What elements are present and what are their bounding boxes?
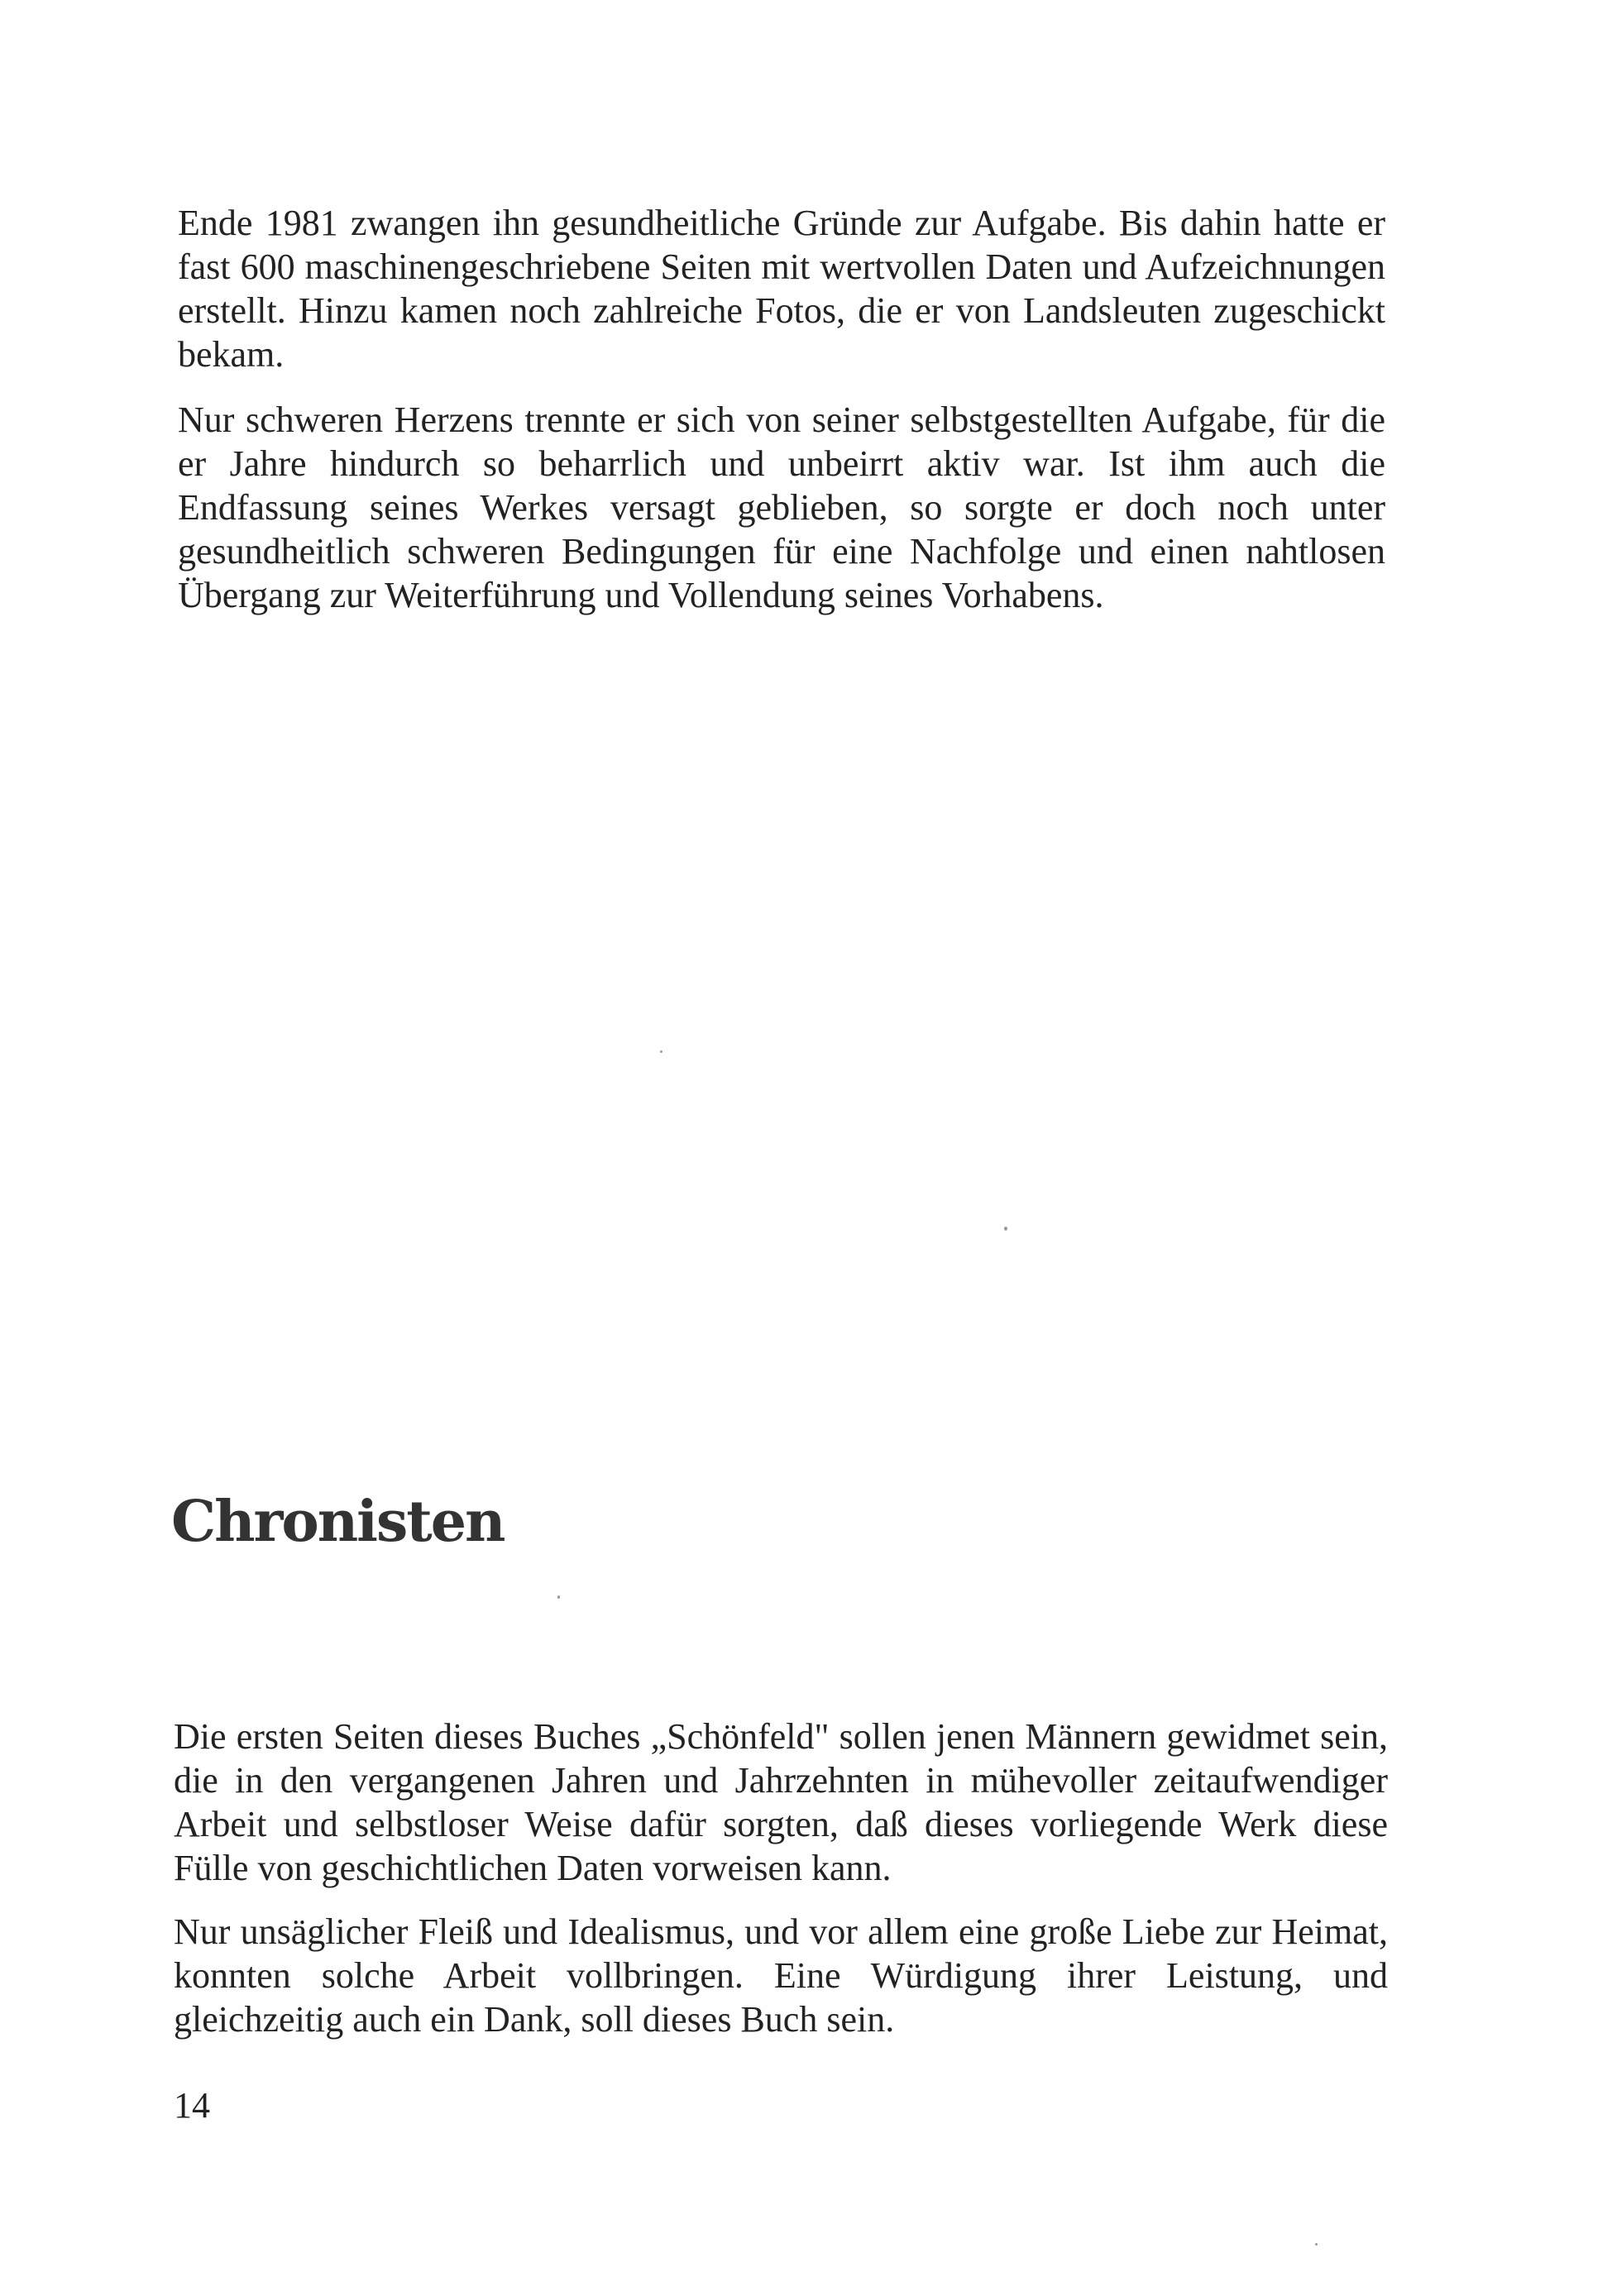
section-heading: Chronisten	[171, 1489, 505, 1555]
scan-speck	[1004, 1227, 1007, 1231]
scan-speck	[660, 1050, 662, 1053]
scan-speck	[1315, 2243, 1318, 2246]
body-paragraph: Ende 1981 zwangen ihn gesundheitliche Gründe zur Aufgabe. Bis dahin hatte er fast 600 maschinengeschriebene Seiten mit wertvollen Daten und Aufzeichnungen erstellt. Hinzu kamen noch zahlreiche Fotos, die er von Landsleuten zugeschickt bekam.	[178, 203, 1385, 375]
body-paragraph: Die ersten Seiten dieses Buches „Schönfeld" sollen jenen Männern gewidmet sein, die in den vergangenen Jahren und Jahrzehnten in mühevoller zeitaufwendiger Arbeit und selbstloser Weise dafür sorgten, daß dieses vorliegende Werk diese Fülle von geschichtlichen Daten vorweisen kann.	[174, 1716, 1388, 1888]
body-paragraph: Nur unsäglicher Fleiß und Idealismus, und vor allem eine große Liebe zur Heimat, konnten solche Arbeit vollbringen. Eine Würdigung ihrer Leistung, und gleichzeitig auch ein Dank, soll dieses Buch sein.	[174, 1911, 1388, 2040]
body-paragraph: Nur schweren Herzens trennte er sich von seiner selbstgestellten Aufgabe, für die er Jahre hindurch so beharrlich und unbeirrt aktiv war. Ist ihm auch die Endfassung seines Werkes versagt geblieben, so sorgte er doch noch unter gesundheitlich schweren Bedingungen für eine Nachfolge und einen nahtlosen Übergang zur Weiterführung und Vollendung seines Vorhabens.	[178, 399, 1385, 615]
scan-speck	[557, 1595, 560, 1599]
page-number: 14	[174, 2085, 210, 2126]
